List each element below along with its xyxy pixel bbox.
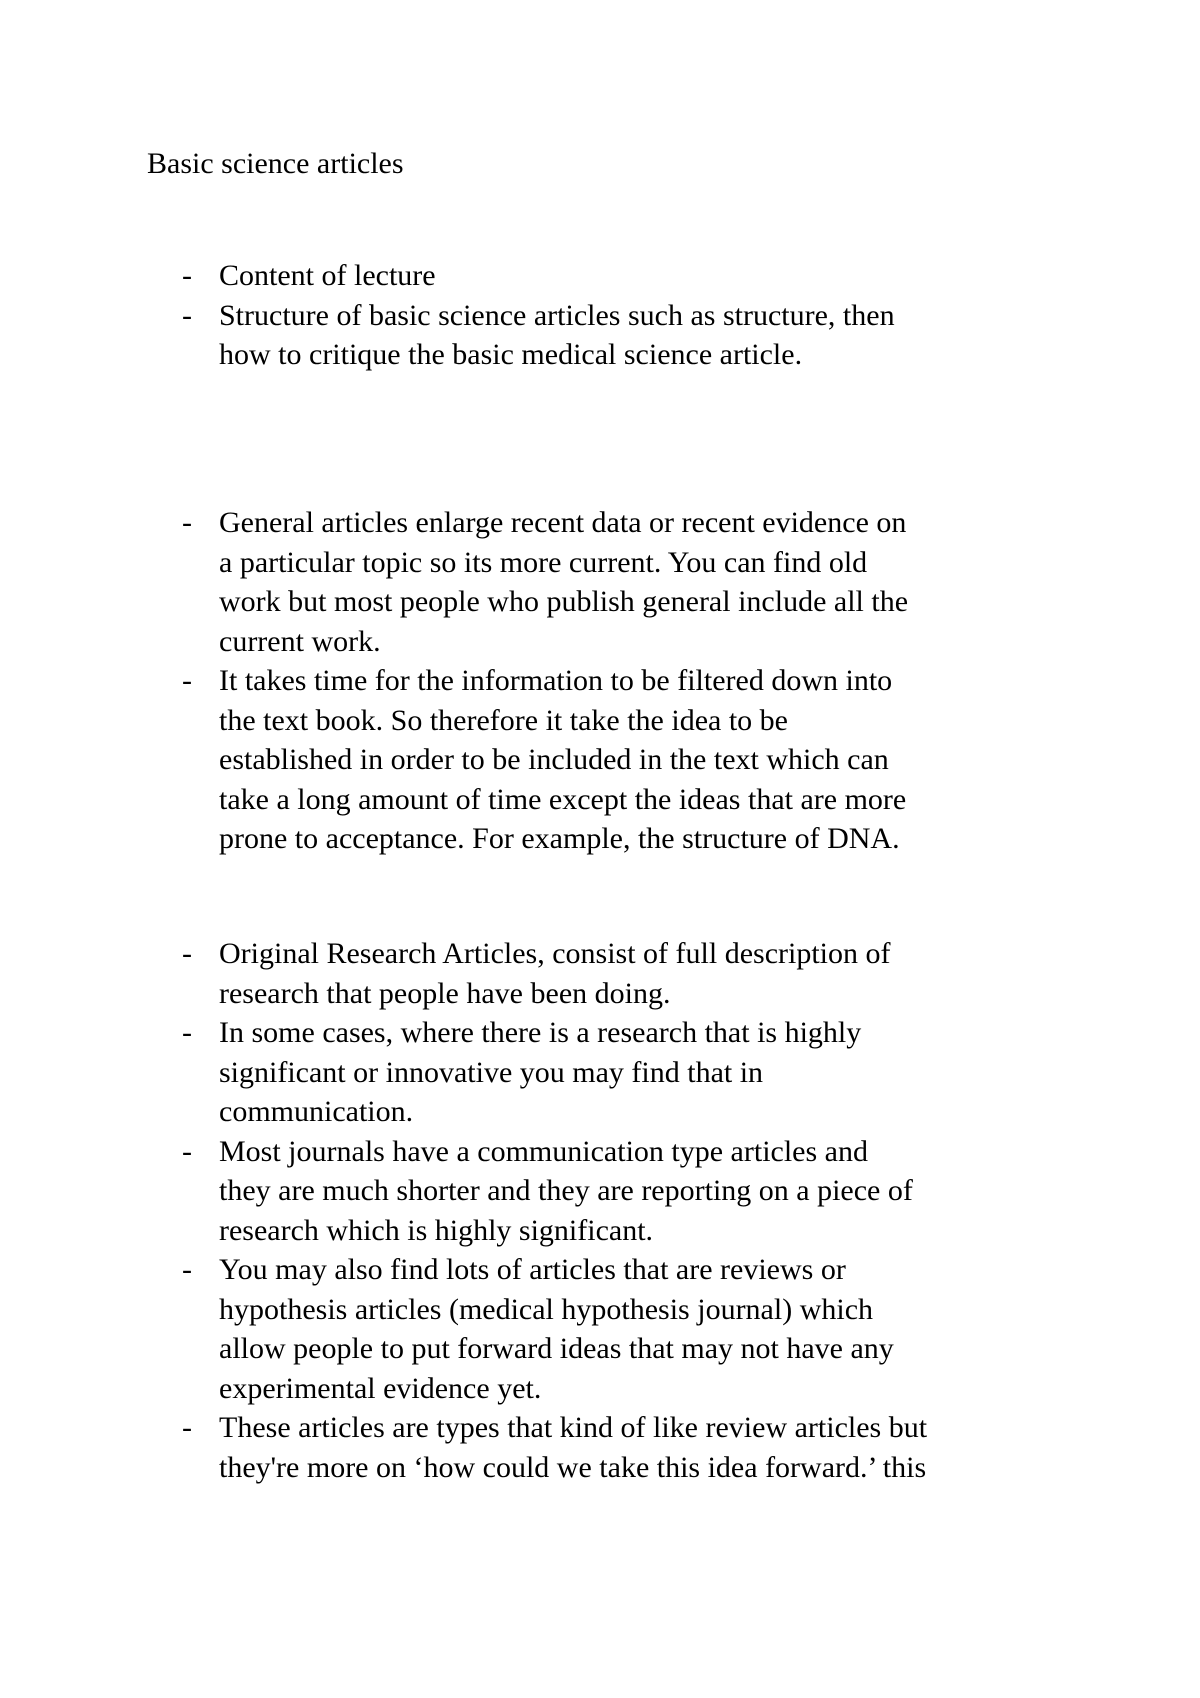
text-line: the text book. So therefore it take the idea to be bbox=[219, 703, 788, 737]
text-line: allow people to put forward ideas that may not have any bbox=[219, 1332, 894, 1365]
text-line: It takes time for the information to be filtered down into bbox=[219, 664, 893, 697]
list-item bbox=[182, 661, 1082, 859]
list-item bbox=[182, 296, 1082, 375]
text-line: hypothesis articles (medical hypothesis journal) which bbox=[219, 1292, 874, 1326]
text-line: General articles enlarge recent data or recent evidence on bbox=[219, 506, 907, 539]
bullet-list-general-articles bbox=[182, 503, 1082, 859]
list-item bbox=[182, 1250, 1082, 1408]
text-line: research which is highly significant. bbox=[219, 1213, 654, 1247]
text-line: current work. bbox=[219, 624, 381, 658]
text-line: Original Research Articles, consist of full description of bbox=[219, 937, 891, 970]
list-item bbox=[182, 1013, 1082, 1132]
bullet-dash: - bbox=[182, 298, 192, 332]
text-line: research that people have been doing. bbox=[219, 976, 671, 1010]
bullet-dash: - bbox=[182, 1134, 192, 1168]
text-line: significant or innovative you may find that in bbox=[219, 1055, 764, 1089]
bullet-dash: - bbox=[182, 506, 192, 539]
text-line: experimental evidence yet. bbox=[219, 1371, 542, 1405]
text-line: You may also find lots of articles that are reviews or bbox=[219, 1253, 846, 1286]
text-line: In some cases, where there is a research that is highly bbox=[219, 1016, 862, 1049]
text-line: prone to acceptance. For example, the structure of DNA. bbox=[219, 822, 900, 855]
text-line: a particular topic so its more current. You can find old bbox=[219, 545, 868, 579]
text-line: how to critique the basic medical science article. bbox=[219, 338, 803, 371]
list-item bbox=[182, 1408, 1082, 1487]
text-line: take a long amount of time except the ideas that are more bbox=[219, 782, 907, 816]
text-line: communication. bbox=[219, 1095, 414, 1128]
bullet-dash: - bbox=[182, 664, 192, 697]
list-item bbox=[182, 1132, 1082, 1251]
list-item bbox=[182, 256, 1082, 296]
bullet-dash: - bbox=[182, 1016, 192, 1049]
bullet-list-research-articles bbox=[182, 934, 1082, 1487]
text-line: Structure of basic science articles such as structure, then bbox=[219, 298, 895, 332]
text-line: they are much shorter and they are reporting on a piece of bbox=[219, 1174, 913, 1207]
list-item bbox=[182, 503, 1082, 661]
text-line: established in order to be included in the text which can bbox=[219, 743, 889, 776]
bullet-list-lecture-overview bbox=[182, 256, 1082, 375]
text-line: These articles are types that kind of like review articles but bbox=[219, 1411, 928, 1444]
bullet-dash: - bbox=[182, 259, 192, 292]
text-line: work but most people who publish general include all the bbox=[219, 585, 909, 618]
bullet-dash: - bbox=[182, 937, 192, 970]
text-line: they're more on ‘how could we take this idea forward.’ this bbox=[219, 1450, 927, 1484]
list-item bbox=[182, 934, 1082, 1013]
page-title: Basic science articles bbox=[147, 147, 404, 180]
text-line: Most journals have a communication type articles and bbox=[219, 1134, 868, 1168]
bullet-dash: - bbox=[182, 1411, 192, 1444]
bullet-dash: - bbox=[182, 1253, 192, 1286]
text-line: Content of lecture bbox=[219, 259, 436, 292]
